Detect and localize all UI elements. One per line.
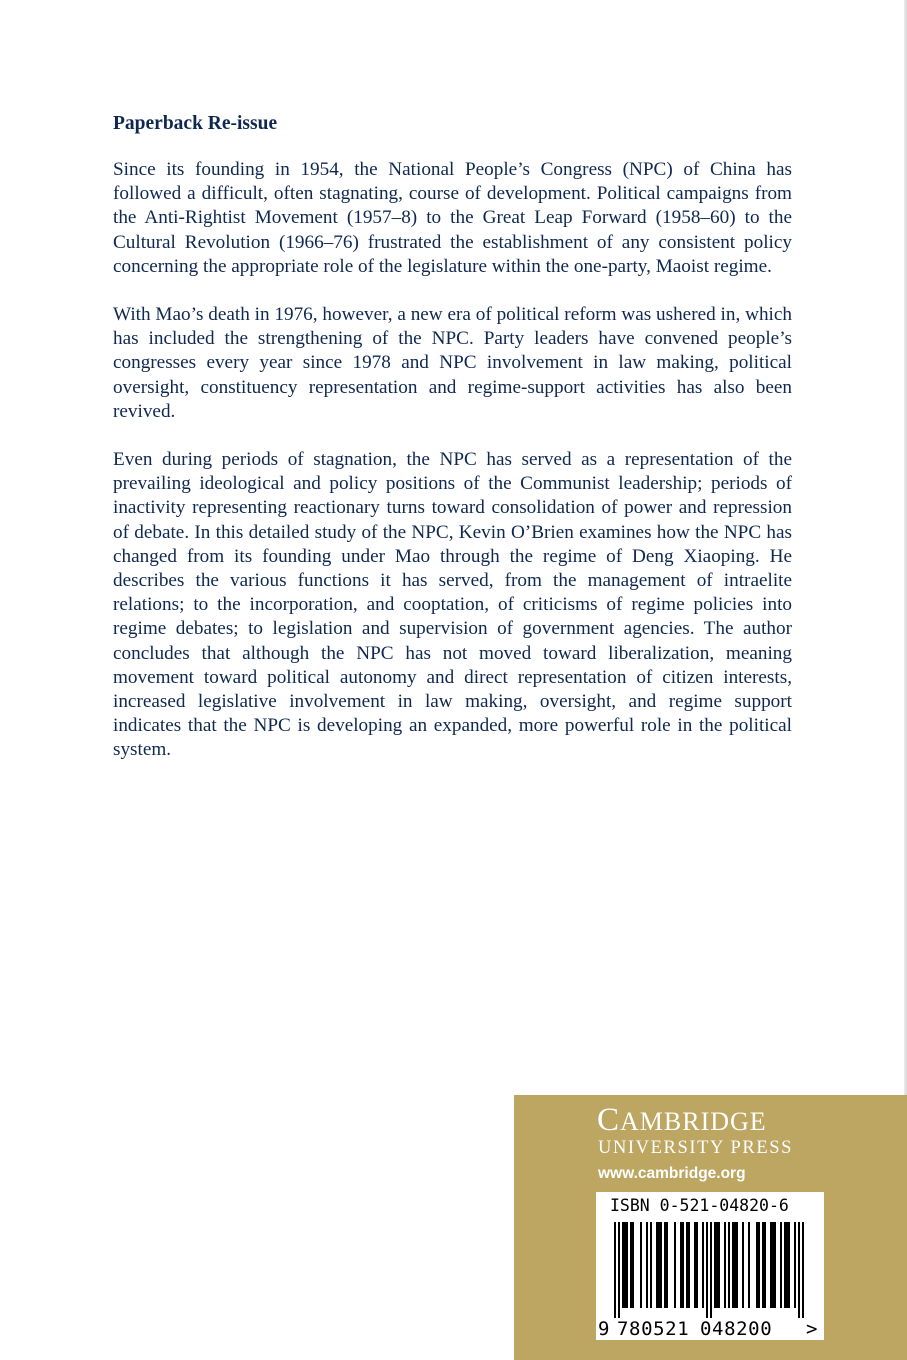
barcode-bar-20 — [694, 1222, 696, 1308]
barcode-bar-38 — [764, 1222, 766, 1308]
barcode-bar-32 — [736, 1222, 738, 1308]
barcode-bar-5 — [630, 1222, 632, 1308]
barcode-bar-48 — [802, 1222, 804, 1318]
barcode-bar-47 — [798, 1222, 800, 1318]
barcode-bar-33 — [742, 1222, 744, 1308]
barcode-bar-24 — [710, 1222, 712, 1318]
paragraph-founding: Since its founding in 1954, the National People’s Congress (NPC) of China has followed a difficult, often stagnating, course of development. Political campaigns from the Anti-Rightist Movement (1957–8) to the Great Leap Forward (1958–60) to the Cultural Revolution (1966–76) frustrated the establishment of any consistent policy concerning the appropriate role of the legislature within the one-party, Maoist regime. — [113, 159, 792, 277]
publisher-url: www.cambridge.org — [598, 1165, 746, 1182]
barcode-digit-first: 9 — [598, 1318, 610, 1340]
barcode-digit-end: > — [806, 1318, 818, 1340]
publisher-panel — [514, 1095, 907, 1360]
barcode-bar-3 — [624, 1222, 626, 1308]
barcode-bar-25 — [714, 1222, 716, 1308]
publisher-name — [597, 1102, 767, 1139]
barcode-bar-11 — [658, 1222, 660, 1308]
barcode-bar-0 — [614, 1222, 616, 1318]
barcode-bar-34 — [748, 1222, 750, 1308]
barcode-bar-45 — [788, 1222, 790, 1308]
barcode-bar-1 — [618, 1222, 620, 1318]
barcode-bar-27 — [718, 1222, 720, 1308]
barcode-bar-30 — [732, 1222, 734, 1308]
paragraph-reform: With Mao’s death in 1976, however, a new era of political reform was ushered in, which has included the strengthening of the NPC. Party leaders have convened people’s congresses every year since 1978 and NPC involvement in law making, political oversight, constituency representation and regime-support activities has also been revived. — [113, 304, 792, 422]
barcode-bar-19 — [688, 1222, 690, 1308]
barcode-bar-39 — [770, 1222, 772, 1308]
barcode-bar-7 — [640, 1222, 642, 1308]
section-heading: Paperback Re-issue — [113, 113, 278, 134]
barcode-bar-40 — [772, 1222, 774, 1308]
barcode-bar-36 — [758, 1222, 760, 1308]
barcode-bar-26 — [716, 1222, 718, 1308]
publisher-subtitle: UNIVERSITY PRESS — [598, 1138, 794, 1158]
barcode-block — [596, 1192, 824, 1340]
barcode-bar-43 — [784, 1222, 786, 1308]
barcode-bar-21 — [696, 1222, 698, 1308]
barcode-bar-16 — [680, 1222, 682, 1308]
barcode-bar-2 — [622, 1222, 624, 1308]
barcode-bar-42 — [780, 1222, 782, 1308]
barcode-bar-18 — [686, 1222, 688, 1308]
barcode-digits-left: 780521 — [617, 1318, 690, 1340]
barcode-bar-41 — [774, 1222, 776, 1308]
barcode-bar-12 — [660, 1222, 662, 1308]
barcode-bar-29 — [728, 1222, 730, 1308]
barcode-digits — [596, 1318, 824, 1340]
barcode-bar-44 — [786, 1222, 788, 1308]
barcode-bar-6 — [632, 1222, 634, 1308]
barcode-bar-9 — [650, 1222, 652, 1308]
barcode-bar-4 — [626, 1222, 628, 1308]
barcode-bar-22 — [702, 1222, 704, 1308]
barcode-bar-35 — [756, 1222, 758, 1308]
barcode-bar-10 — [656, 1222, 658, 1308]
publisher-name-rest: AMBRIDGE — [620, 1107, 767, 1136]
barcode-bar-13 — [664, 1222, 666, 1308]
back-cover-text — [113, 112, 792, 787]
isbn-label: ISBN 0-521-04820-6 — [610, 1196, 789, 1215]
barcode-bar-8 — [646, 1222, 648, 1308]
barcode-digits-right: 048200 — [700, 1318, 773, 1340]
barcode-bar-17 — [682, 1222, 684, 1308]
publisher-name-initial: C — [597, 1102, 621, 1138]
barcode-bar-14 — [666, 1222, 668, 1308]
barcode-bar-31 — [734, 1222, 736, 1308]
paragraph-study: Even during periods of stagnation, the NPC has served as a representation of the prevailing ideological and policy positions of the Communist leadership; periods of inactivity representing reactionary turns toward consolidation of power and repression of debate. In this detailed study of the NPC, Kevin O’Brien examines how the NPC has changed from its founding under Mao through the regime of Deng Xiaoping. He describes the various functions it has served, from the management of intraelite relations; to the incorporation, and cooptation, of criticisms of regime policies into regime debates; to legislation and supervision of government agencies. The author concludes that although the NPC has not moved toward liberalization, meaning movement toward political autonomy and direct representation of citizen interests, increased legislative involvement in law making, oversight, and regime support indicates that the NPC is developing an expanded, more powerful role in the political system. — [113, 449, 792, 761]
barcode-bar-37 — [762, 1222, 764, 1308]
barcode-icon — [604, 1222, 814, 1318]
barcode-bar-28 — [724, 1222, 726, 1308]
barcode-bar-15 — [674, 1222, 676, 1308]
barcode-bar-23 — [706, 1222, 708, 1318]
barcode-bar-46 — [794, 1222, 796, 1308]
